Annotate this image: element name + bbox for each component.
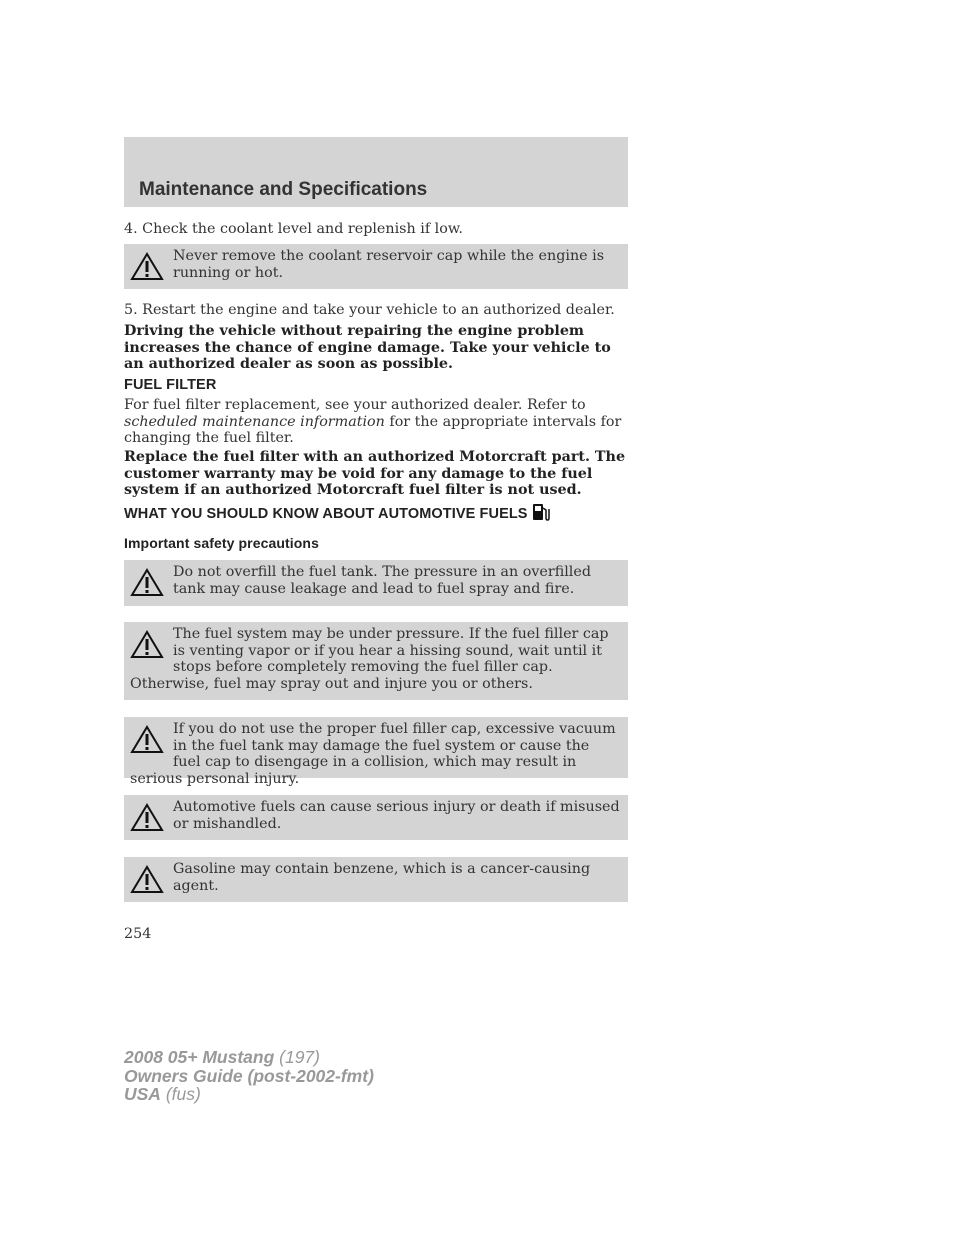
motorcraft-note: Replace the fuel filter with an authorized Motorcraft part. The customer warranty may be void for any damage to the fuel system if an authorized Motorcraft fuel filter is not used. (124, 449, 626, 498)
warning-benzene (124, 857, 628, 902)
warning-text: The fuel system may be under pressure. If the fuel filler cap is venting vapor or if you hear a hissing sound, wait until it stops before completely removing the fuel filler cap. Otherwise, fuel may spray out and injure you or others. (130, 626, 609, 692)
footer-model (124, 1048, 320, 1066)
warning-triangle-icon (130, 630, 164, 660)
step-5: 5. Restart the engine and take your vehicle to an authorized dealer. (124, 302, 615, 318)
footer-market-name: USA (124, 1084, 161, 1104)
footer-model-code: (197) (274, 1047, 320, 1067)
footer-market (124, 1085, 201, 1103)
warning-text: If you do not use the proper fuel filler cap, excessive vacuum in the fuel tank may damage the fuel system or cause the fuel cap to disengage in a collision, which may result in serious personal injury. (130, 721, 616, 787)
warning-text: Gasoline may contain benzene, which is a cancer-causing agent. (173, 861, 591, 894)
fuel-filter-body-text: For fuel filter replacement, see your authorized dealer. Refer to (124, 397, 586, 413)
fuel-pump-icon (532, 502, 550, 526)
fuel-filter-body (124, 397, 630, 447)
warning-text: Automotive fuels can cause serious injury or death if misused or mishandled. (173, 799, 620, 832)
safety-subheading: Important safety precautions (124, 535, 319, 551)
fuel-filter-heading: FUEL FILTER (124, 377, 217, 393)
footer-market-code: (fus) (160, 1084, 201, 1104)
footer-guide (124, 1067, 374, 1085)
warning-triangle-icon (130, 568, 164, 598)
fuels-heading-text: WHAT YOU SHOULD KNOW ABOUT AUTOMOTIVE FUELS (124, 506, 528, 522)
warning-proper-cap (124, 717, 628, 787)
warning-overfill (124, 560, 628, 606)
step-4: 4. Check the coolant level and replenish if low. (124, 221, 463, 237)
warning-text: Do not overfill the fuel tank. The pressure in an overfilled tank may cause leakage and lead to fuel spray and fire. (173, 564, 591, 597)
fuels-heading (124, 502, 550, 526)
warning-text: Never remove the coolant reservoir cap while the engine is running or hot. (173, 248, 605, 281)
section-title: Maintenance and Specifications (139, 179, 428, 200)
fuel-filter-body-text-end: for the appropriate intervals for changing the fuel filter. (124, 413, 622, 446)
page-number: 254 (124, 926, 152, 942)
scheduled-maintenance-reference: scheduled maintenance information (124, 413, 385, 430)
section-header (124, 137, 628, 207)
warning-misuse (124, 795, 628, 840)
footer-model-name: 2008 05+ Mustang (124, 1047, 275, 1067)
warning-triangle-icon (130, 252, 164, 282)
warning-triangle-icon (130, 803, 164, 833)
warning-triangle-icon (130, 725, 164, 755)
footer-guide-name: Owners Guide (post-2002-fmt) (124, 1066, 374, 1086)
warning-pressure (124, 622, 628, 700)
warning-coolant-cap (124, 244, 628, 289)
engine-damage-note: Driving the vehicle without repairing the engine problem increases the chance of engine damage. Take your vehicle to an authorized dealer as soon as possible. (124, 323, 611, 372)
warning-triangle-icon (130, 865, 164, 895)
